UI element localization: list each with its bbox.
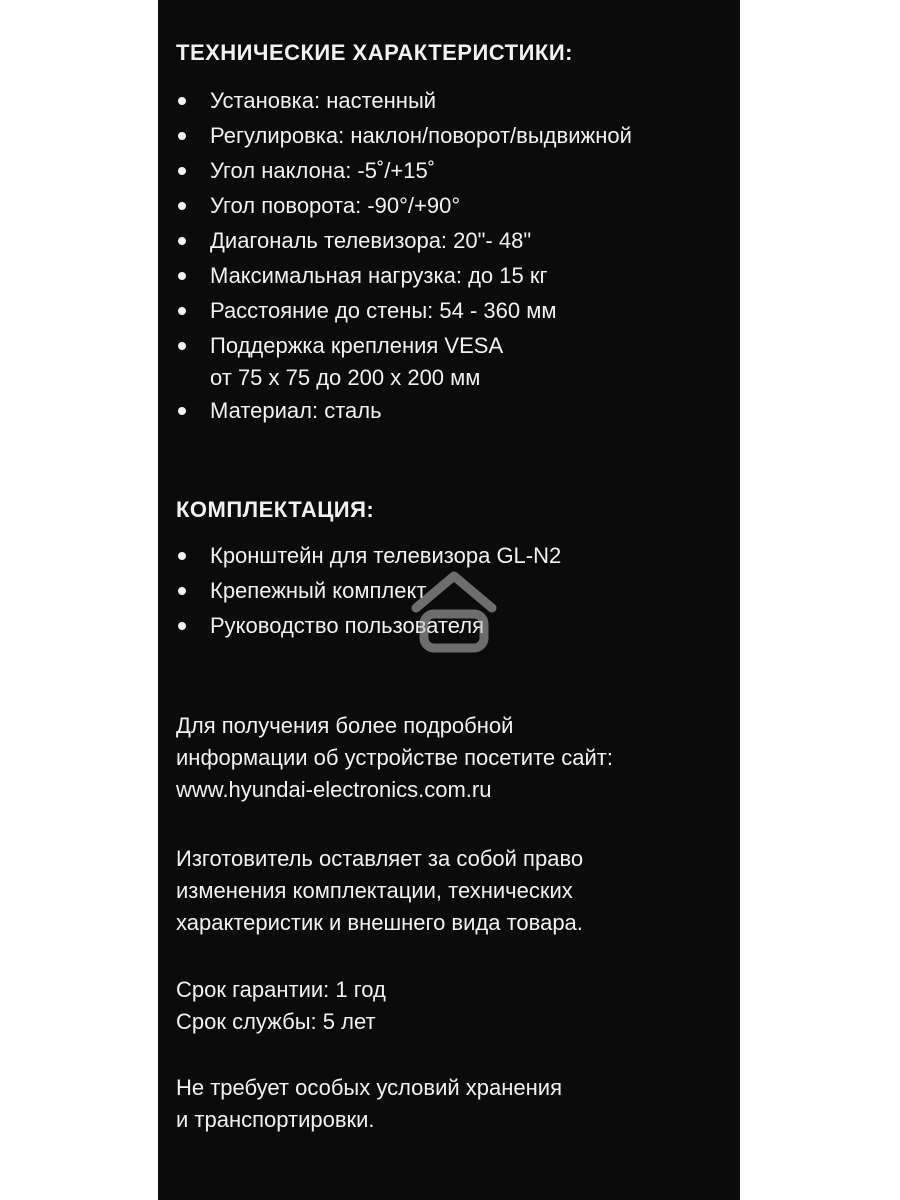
storage-line1: Не требует особых условий хранения (176, 1075, 562, 1100)
spec-max-load: Максимальная нагрузка: до 15 кг (210, 263, 548, 288)
disclaimer-line3: характеристик и внешнего вида товара. (176, 910, 583, 935)
service-life: Срок службы: 5 лет (176, 1009, 376, 1034)
disclaimer-paragraph (176, 843, 583, 939)
spec-material: Материал: сталь (210, 398, 382, 423)
list-item (176, 83, 632, 118)
specs-heading: ТЕХНИЧЕСКИЕ ХАРАКТЕРИСТИКИ: (176, 40, 573, 65)
list-item (176, 328, 632, 393)
list-item (176, 293, 632, 328)
home-icon (406, 568, 502, 656)
bullet-icon (178, 342, 186, 350)
storage-line2: и транспортировки. (176, 1107, 375, 1132)
bullet-icon (178, 407, 186, 415)
list-item (176, 573, 561, 608)
package-list (176, 538, 561, 643)
specs-list (176, 83, 632, 428)
bullet-icon (178, 587, 186, 595)
package-bracket: Кронштейн для телевизора GL-N2 (210, 543, 562, 568)
spec-vesa-line1: Поддержка крепления VESA (210, 333, 504, 358)
bullet-icon (178, 132, 186, 140)
warranty-paragraph (176, 974, 386, 1038)
bullet-icon (178, 97, 186, 105)
spec-swivel-angle: Угол поворота: -90°/+90° (210, 193, 461, 218)
info-line1: Для получения более подробной (176, 713, 514, 738)
bullet-icon (178, 202, 186, 210)
info-line2: информации об устройстве посетите сайт: (176, 745, 613, 770)
spec-adjustment: Регулировка: наклон/поворот/выдвижной (210, 123, 632, 148)
bullet-icon (178, 167, 186, 175)
disclaimer-line2: изменения комплектации, технических (176, 878, 573, 903)
list-item (176, 188, 632, 223)
spec-tv-diagonal: Диагональ телевизора: 20"- 48" (210, 228, 532, 253)
bullet-icon (178, 552, 186, 560)
package-mounting-kit: Крепежный комплект (210, 578, 427, 603)
spec-panel (158, 0, 740, 1200)
bullet-icon (178, 307, 186, 315)
list-item (176, 153, 632, 188)
list-item (176, 258, 632, 293)
bullet-icon (178, 272, 186, 280)
disclaimer-line1: Изготовитель оставляет за собой право (176, 846, 584, 871)
warranty-period: Срок гарантии: 1 год (176, 977, 386, 1002)
list-item (176, 223, 632, 258)
list-item (176, 393, 632, 428)
spec-vesa-line2: от 75 x 75 до 200 x 200 мм (210, 365, 481, 390)
list-item (176, 608, 561, 643)
spec-installation: Установка: настенный (210, 88, 437, 113)
package-manual: Руководство пользователя (210, 613, 484, 638)
storage-paragraph (176, 1072, 562, 1136)
package-heading: КОМПЛЕКТАЦИЯ: (176, 497, 375, 522)
spec-wall-distance: Расстояние до стены: 54 - 360 мм (210, 298, 557, 323)
list-item (176, 118, 632, 153)
info-paragraph (176, 710, 613, 806)
bullet-icon (178, 237, 186, 245)
list-item (176, 538, 561, 573)
info-website-link[interactable]: www.hyundai-electronics.com.ru (176, 777, 492, 802)
spec-tilt-angle: Угол наклона: -5˚/+15˚ (210, 158, 436, 183)
bullet-icon (178, 622, 186, 630)
